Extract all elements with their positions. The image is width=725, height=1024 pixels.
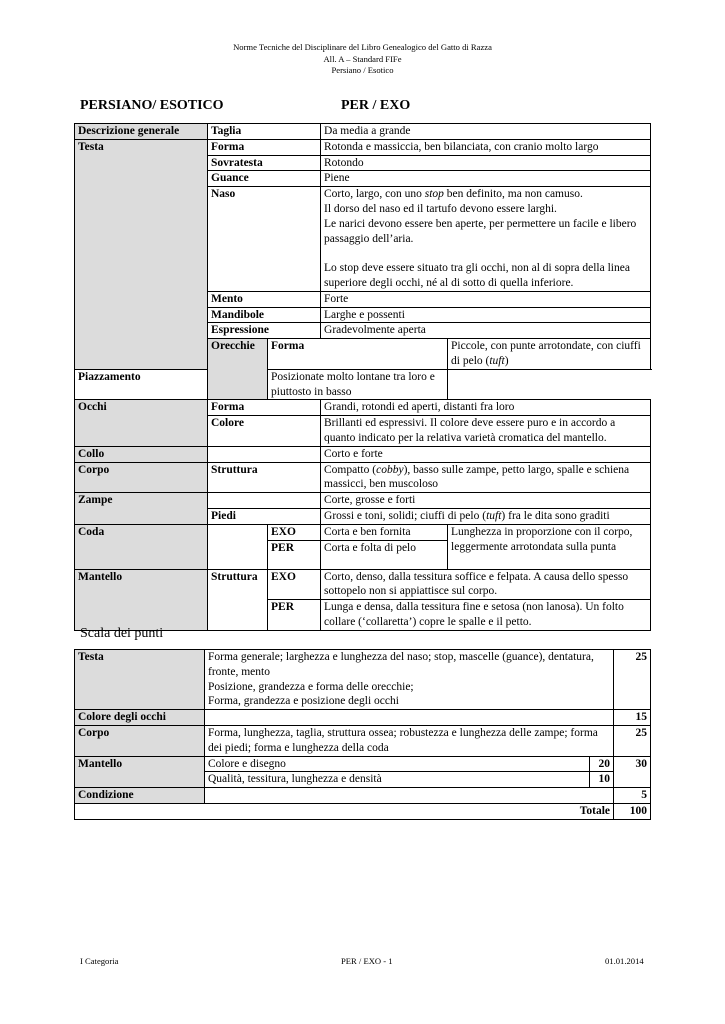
testa-line-3: Forma, grandezza e posizione degli occhi (208, 695, 399, 708)
table-row (75, 124, 651, 140)
empty-cell (208, 524, 268, 569)
empty-cell (208, 493, 321, 509)
footer-page: PER / EXO - 1 (341, 956, 393, 966)
orecchie-text: ) (504, 354, 509, 367)
table-row (75, 493, 651, 509)
value-naso (321, 187, 651, 292)
label-corpo: Corpo (75, 725, 205, 756)
points-table (74, 649, 651, 820)
label-struttura: Struttura (208, 462, 321, 493)
corpo-text: ), basso sulle zampe, petto largo, spalle e schiena massicci, ben muscoloso (324, 463, 630, 491)
value-mantello-exo: Corto, denso, dalla tessitura soffice e felpata. A causa dello spesso sottopelo non si appiattisce sul corpo. (321, 569, 651, 600)
value-piedi (321, 508, 651, 524)
testa-points: 25 (614, 650, 651, 710)
label-exo: EXO (268, 524, 321, 540)
table-row (75, 788, 651, 804)
label-corpo: Corpo (75, 462, 208, 493)
title-breed: PERSIANO/ ESOTICO (80, 98, 224, 113)
table-row (75, 725, 651, 756)
label-testa: Testa (75, 139, 208, 369)
section-title-scala: Scala dei punti (80, 626, 164, 641)
table-row (75, 756, 651, 772)
naso-line-3: Le narici devono essere ben aperte, per permettere un facile e libero passaggio dell’aria. (324, 217, 637, 245)
label-zampe: Zampe (75, 493, 208, 525)
value-taglia: Da media a grande (321, 124, 651, 140)
value-coda-per: Corta e folta di pelo (321, 540, 448, 569)
naso-line-2: Il dorso del naso ed il tartufo devono essere larghi. (324, 202, 557, 215)
testa-line-2: Posizione, grandezza e forma delle orecchie; (208, 680, 414, 693)
table-row (75, 462, 651, 493)
testa-criteria (205, 650, 614, 710)
value-collo: Corto e forte (321, 446, 651, 462)
table-row (75, 400, 651, 416)
label-espressione: Espressione (208, 323, 321, 339)
value-occhi-colore: Brillanti ed espressivi. Il colore deve essere puro e in accordo a quanto indicato per la relativa varietà cromatica del mantello. (321, 416, 651, 447)
table-row (75, 650, 651, 710)
label-piedi: Piedi (208, 508, 321, 524)
mantello-points: 30 (614, 756, 651, 788)
table-row (75, 369, 651, 400)
footer-category: I Categoria (80, 956, 119, 966)
label-naso: Naso (208, 187, 321, 292)
value-zampe: Corte, grosse e forti (321, 493, 651, 509)
corpo-cobby-term: cobby (376, 463, 404, 476)
label-mandibole: Mandibole (208, 307, 321, 323)
label-mantello: Mantello (75, 756, 205, 788)
label-occhi: Occhi (75, 400, 208, 446)
label-orecchie: Orecchie (208, 339, 268, 400)
mantello-criteria-1: Colore e disegno (205, 756, 590, 772)
label-piazzamento: Piazzamento (75, 369, 268, 400)
value-piazzamento: Posizionate molto lontane tra loro e piuttosto in basso (268, 369, 448, 400)
document-header (0, 42, 725, 77)
value-testa-forma: Rotonda e massiccia, ben bilanciata, con cranio molto largo (321, 139, 651, 155)
label-condizione: Condizione (75, 788, 205, 804)
corpo-criteria: Forma, lunghezza, taglia, struttura ossea; robustezza e lunghezza delle zampe; forma dei piedi; forma e lunghezza della coda (205, 725, 614, 756)
label-struttura: Struttura (208, 569, 268, 630)
naso-line-1 (324, 187, 647, 202)
value-coda-exo: Corta e ben fornita (321, 524, 448, 540)
label-per: PER (268, 540, 321, 569)
label-exo: EXO (268, 569, 321, 600)
label-descrizione-generale: Descrizione generale (75, 124, 208, 140)
orecchie-text: Piccole, con punte arrotondate, con ciuffi di pelo ( (451, 340, 641, 367)
corpo-text: Compatto ( (324, 463, 377, 476)
empty-cell (208, 446, 321, 462)
title-code: PER / EXO (341, 98, 411, 113)
label-totale: Totale (75, 803, 614, 819)
label-testa: Testa (75, 650, 205, 710)
value-mandibole: Larghe e possenti (321, 307, 651, 323)
value-espressione: Gradevolmente aperta (321, 323, 651, 339)
naso-text: ben definito, ma non camuso. (443, 188, 583, 201)
table-row (75, 569, 651, 600)
colore-occhi-points: 15 (614, 710, 651, 726)
piedi-text: ) fra le dita sono graditi (501, 509, 610, 522)
piedi-tuft-term: tuft (486, 509, 502, 522)
label-forma: Forma (268, 339, 448, 370)
table-row (75, 524, 651, 540)
value-orecchie-forma (448, 339, 651, 370)
standard-table (74, 123, 651, 631)
label-colore: Colore (208, 416, 321, 447)
header-line-3: Persiano / Esotico (331, 65, 394, 75)
table-row (75, 139, 651, 155)
label-forma: Forma (208, 139, 321, 155)
table-row (75, 710, 651, 726)
footer-date: 01.01.2014 (605, 956, 644, 966)
value-mantello-per: Lunga e densa, dalla tessitura fine e setosa (non lanosa). Un folto collare (‘collaretta’) copre le spalle e il petto. (321, 600, 651, 631)
value-guance: Piene (321, 171, 651, 187)
header-line-2: All. A – Standard FIFe (323, 53, 402, 64)
piedi-text: Grossi e toni, solidi; ciuffi di pelo ( (324, 509, 487, 522)
label-collo: Collo (75, 446, 208, 462)
header-line-1: Norme Tecniche del Disciplinare del Libro Genealogico del Gatto di Razza (233, 42, 492, 52)
label-colore-occhi: Colore degli occhi (75, 710, 205, 726)
value-corpo-struttura (321, 462, 651, 493)
value-coda-comune: Lunghezza in proporzione con il corpo, leggermente arrotondata sulla punta (448, 524, 651, 569)
naso-line-4: Lo stop deve essere situato tra gli occhi, non al di sopra della linea superiore degli occhi, né al di sotto di quella inferiore. (324, 262, 630, 289)
label-guance: Guance (208, 171, 321, 187)
label-coda: Coda (75, 524, 208, 569)
empty-cell (205, 710, 614, 726)
naso-stop-term: stop (424, 188, 444, 201)
empty-cell (205, 788, 614, 804)
label-per: PER (268, 600, 321, 631)
condizione-points: 5 (614, 788, 651, 804)
label-taglia: Taglia (208, 124, 321, 140)
naso-text: Corto, largo, con uno (324, 188, 425, 201)
mantello-sub-points-2: 10 (590, 772, 614, 788)
orecchie-tuft-term: tuft (489, 354, 505, 367)
mantello-criteria-2: Qualità, tessitura, lunghezza e densità (205, 772, 590, 788)
value-sovratesta: Rotondo (321, 155, 651, 171)
corpo-points: 25 (614, 725, 651, 756)
mantello-sub-points-1: 20 (590, 756, 614, 772)
label-mantello: Mantello (75, 569, 208, 630)
table-row (75, 446, 651, 462)
table-row (75, 803, 651, 819)
testa-line-1: Forma generale; larghezza e lunghezza del naso; stop, mascelle (guance), dentatura, fronte, mento (208, 651, 594, 678)
value-occhi-forma: Grandi, rotondi ed aperti, distanti fra loro (321, 400, 651, 416)
totale-points: 100 (614, 803, 651, 819)
label-forma: Forma (208, 400, 321, 416)
label-mento: Mento (208, 291, 321, 307)
label-sovratesta: Sovratesta (208, 155, 321, 171)
value-mento: Forte (321, 291, 651, 307)
